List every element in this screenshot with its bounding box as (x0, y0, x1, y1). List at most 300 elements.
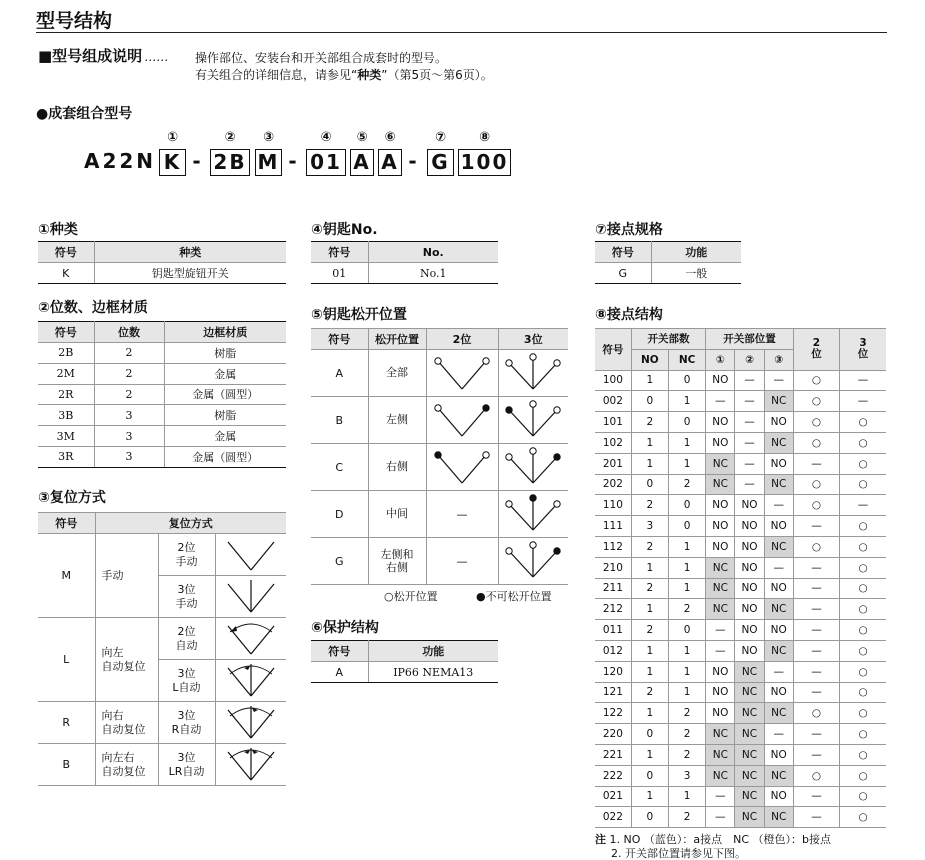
table-row (595, 661, 886, 682)
model-seg-number: ④ (320, 130, 332, 145)
table-row (595, 682, 886, 703)
table-cell: 2 (94, 384, 164, 405)
table-cell: A (311, 662, 368, 683)
model-seg-key-no: 01 (306, 149, 346, 176)
table-cell: A (311, 350, 368, 397)
table-cell: 122 (595, 703, 631, 724)
table-cell: 2 (631, 536, 668, 557)
release-diagram-icon (431, 400, 493, 440)
table-cell: ○ (793, 703, 839, 724)
table-cell: 210 (595, 557, 631, 578)
intro-line-2-post: ”（第5页～第6页）。 (381, 68, 493, 82)
table-cell: 3位 R自动 (158, 702, 215, 744)
table-cell: NC (706, 474, 735, 495)
table-cell: 金属（圆型） (164, 446, 286, 467)
table-cell: NC (735, 765, 764, 786)
table-cell: ○ (840, 412, 886, 433)
key-no-table (311, 241, 498, 284)
table-cell: 2 (631, 412, 668, 433)
th-type: 种类 (94, 242, 286, 263)
table-cell: ○ (840, 578, 886, 599)
table-cell: 1 (631, 453, 668, 474)
table-cell: ○ (840, 744, 886, 765)
table-cell: 3 (631, 516, 668, 537)
table-cell: ○ (840, 516, 886, 537)
table-row (595, 453, 886, 474)
table-cell: — (706, 786, 735, 807)
table-cell: 0 (631, 724, 668, 745)
table-cell: 2 (668, 807, 705, 828)
table-cell: NC (764, 474, 793, 495)
table-cell: NO (735, 536, 764, 557)
table-cell: — (793, 682, 839, 703)
table-cell: 121 (595, 682, 631, 703)
table-cell: — (840, 370, 886, 391)
intro-line-2-bold: 种类 (357, 68, 382, 82)
table-cell: 222 (595, 765, 631, 786)
table-cell: ○ (840, 807, 886, 828)
legend-filled: ●不可松开位置 (476, 590, 552, 603)
table-cell: 202 (595, 474, 631, 495)
release-diagram-icon (431, 353, 493, 393)
reset-diagram-icon (220, 746, 282, 784)
table-cell: 3 (668, 765, 705, 786)
table-cell: 0 (668, 370, 705, 391)
th-function: 功能 (651, 242, 741, 263)
table-row (38, 744, 286, 786)
table-cell: 1 (668, 557, 705, 578)
table-cell: G (311, 538, 368, 585)
table-row (38, 363, 286, 384)
th-code: 符号 (311, 641, 368, 662)
table-cell: 2R (38, 384, 94, 405)
table-cell: 左侧 (368, 397, 426, 444)
two-position-cell (426, 350, 498, 397)
table-cell: 金属（圆型） (164, 384, 286, 405)
table-cell: 3 (94, 405, 164, 426)
table-cell: 3 (94, 446, 164, 467)
table-cell: 1 (668, 640, 705, 661)
table-cell: — (764, 370, 793, 391)
title-rule (36, 32, 887, 33)
legend-open: ○松开位置 (384, 590, 438, 603)
table-cell: ○ (840, 620, 886, 641)
release-diagram-icon (502, 541, 564, 581)
table-row (38, 384, 286, 405)
table-cell: — (793, 620, 839, 641)
table-cell: ○ (840, 474, 886, 495)
table-cell: NO (764, 682, 793, 703)
table-cell: No.1 (368, 263, 498, 284)
table-row (595, 703, 886, 724)
note-label: 注 (595, 833, 606, 846)
table-cell: 手动 (95, 534, 158, 618)
release-diagram-icon (431, 447, 493, 487)
table-row (38, 702, 286, 744)
table-row (595, 807, 886, 828)
table-cell: NC (706, 557, 735, 578)
intro-heading-text: ■型号组成说明 (38, 47, 143, 65)
table-cell: — (793, 786, 839, 807)
table-cell: — (793, 599, 839, 620)
table-cell: NC (735, 682, 764, 703)
table-cell: 01 (311, 263, 368, 284)
table-cell: — (735, 432, 764, 453)
th-pos-2: ② (735, 349, 764, 370)
table-cell: M (38, 534, 95, 618)
th-code: 符号 (38, 513, 95, 534)
intro-line-1: 操作部位、安装台和开关部组合成套时的型号。 (195, 51, 448, 65)
table-cell: NO (735, 599, 764, 620)
table-cell: 1 (668, 453, 705, 474)
table-cell: — (840, 495, 886, 516)
table-cell: — (840, 391, 886, 412)
table-cell: — (793, 516, 839, 537)
table-cell: NO (764, 516, 793, 537)
table-cell: ○ (840, 765, 886, 786)
table-row (595, 786, 886, 807)
table-cell: NO (706, 516, 735, 537)
release-diagram-icon (502, 400, 564, 440)
table-row (595, 370, 886, 391)
position-frame-table (38, 321, 286, 468)
table-cell: 1 (668, 661, 705, 682)
intro-line-2-pre: 有关组合的详细信息，请参见“ (195, 68, 358, 82)
table-cell: 221 (595, 744, 631, 765)
model-seg-number: ⑧ (478, 130, 490, 145)
three-position-cell (498, 397, 568, 444)
reset-diagram-cell (215, 576, 286, 618)
table-cell: 2 (631, 495, 668, 516)
table-cell: NO (735, 516, 764, 537)
th-frame-material: 边框材质 (164, 322, 286, 343)
table-row (38, 618, 286, 660)
table-cell: 3 (94, 426, 164, 447)
table-row (38, 426, 286, 447)
table-cell: 1 (668, 578, 705, 599)
table-cell: — (793, 661, 839, 682)
reset-diagram-cell (215, 702, 286, 744)
table-cell: — (793, 640, 839, 661)
table-cell: 1 (631, 370, 668, 391)
table-row (311, 350, 568, 397)
table-row (595, 620, 886, 641)
reset-diagram-icon (220, 536, 282, 574)
sec2-title: ②位数、边框材质 (38, 300, 148, 316)
protection-table (311, 640, 498, 683)
model-seg-number: ⑦ (434, 130, 446, 145)
th-positions: 位数 (94, 322, 164, 343)
table-cell: 向右 自动复位 (95, 702, 158, 744)
table-row (311, 397, 568, 444)
table-cell: — (735, 412, 764, 433)
table-cell: 111 (595, 516, 631, 537)
table-cell: 212 (595, 599, 631, 620)
table-row (595, 432, 886, 453)
table-cell: 012 (595, 640, 631, 661)
model-seg-protection: A (378, 149, 402, 176)
table-cell: NC (706, 599, 735, 620)
table-row (311, 444, 568, 491)
th-code: 符号 (595, 329, 631, 371)
model-seg-contact-spec: G (427, 149, 454, 176)
table-cell: — (706, 640, 735, 661)
model-seg-number: ① (166, 130, 178, 145)
table-row (595, 495, 886, 516)
reset-diagram-cell (215, 618, 286, 660)
table-cell: NO (735, 620, 764, 641)
table-cell: NO (706, 412, 735, 433)
table-cell: NC (735, 703, 764, 724)
table-cell: 全部 (368, 350, 426, 397)
table-cell: 树脂 (164, 343, 286, 364)
sec5-title: ⑤钥匙松开位置 (311, 307, 407, 323)
model-dash: - (408, 149, 420, 173)
model-seg-key-release: A (350, 149, 374, 176)
reset-method-table (38, 512, 286, 786)
model-prefix: A22N (84, 149, 157, 173)
table-cell: NO (764, 744, 793, 765)
table-cell: ○ (840, 703, 886, 724)
table-cell: NO (706, 703, 735, 724)
table-cell: G (595, 263, 651, 284)
table-cell: 1 (631, 744, 668, 765)
table-cell: NC (706, 765, 735, 786)
sec7-title: ⑦接点规格 (595, 222, 663, 238)
release-diagram-icon (502, 447, 564, 487)
two-position-cell (426, 397, 498, 444)
table-cell: — (735, 474, 764, 495)
th-function: 功能 (368, 641, 498, 662)
th-switch-position: 开关部位置 (706, 329, 794, 350)
table-cell: NO (706, 661, 735, 682)
th-two-position: 2 位 (793, 329, 839, 371)
table-cell: 220 (595, 724, 631, 745)
table-cell: NC (735, 661, 764, 682)
table-cell: ○ (840, 557, 886, 578)
table-cell: NO (735, 578, 764, 599)
th-no: No. (368, 242, 498, 263)
th-code: 符号 (311, 329, 368, 350)
table-cell: 102 (595, 432, 631, 453)
table-cell: ○ (793, 432, 839, 453)
table-cell: 1 (668, 432, 705, 453)
table-cell: 金属 (164, 363, 286, 384)
table-row (595, 724, 886, 745)
model-seg-reset: M (255, 149, 282, 176)
table-cell: NC (706, 724, 735, 745)
table-cell: 向左右 自动复位 (95, 744, 158, 786)
reset-diagram-icon (220, 578, 282, 616)
table-cell: NO (764, 578, 793, 599)
table-cell: 2 (94, 343, 164, 364)
table-row (311, 491, 568, 538)
table-row (595, 578, 886, 599)
contact-structure-table (595, 328, 886, 828)
table-cell: ○ (840, 724, 886, 745)
table-cell: 0 (668, 620, 705, 641)
table-cell: 2 (631, 578, 668, 599)
table-cell: — (735, 370, 764, 391)
sec3-title: ③复位方式 (38, 490, 106, 506)
table-cell: 左侧和 右侧 (368, 538, 426, 585)
table-row (595, 557, 886, 578)
three-position-cell (498, 444, 568, 491)
table-cell: ○ (840, 599, 886, 620)
table-cell: NO (706, 536, 735, 557)
model-seg-positions: 2B (210, 149, 250, 176)
reset-diagram-icon (220, 704, 282, 742)
release-diagram-icon (502, 494, 564, 534)
table-cell: NC (706, 578, 735, 599)
table-cell: 2位 自动 (158, 618, 215, 660)
model-seg-number: ③ (262, 130, 274, 145)
table-cell: NC (735, 807, 764, 828)
table-cell: ○ (793, 391, 839, 412)
table-cell: 2B (38, 343, 94, 364)
table-cell: 1 (668, 786, 705, 807)
table-cell: — (793, 578, 839, 599)
two-position-cell (426, 444, 498, 491)
th-pos-1: ① (706, 349, 735, 370)
table-cell: 2 (631, 620, 668, 641)
reset-diagram-icon (220, 662, 282, 700)
table-cell: — (735, 453, 764, 474)
table-cell: 金属 (164, 426, 286, 447)
th-no: NO (631, 349, 668, 370)
table-cell: NC (764, 391, 793, 412)
table-row (595, 516, 886, 537)
table-cell: B (38, 744, 95, 786)
table-cell: ○ (793, 474, 839, 495)
table-cell: C (311, 444, 368, 491)
th-switch-count: 开关部数 (631, 329, 706, 350)
model-seg-number: ⑤ (356, 130, 368, 145)
table-row (595, 744, 886, 765)
table-cell: 1 (631, 786, 668, 807)
table-cell: 3M (38, 426, 94, 447)
table-cell: NC (735, 744, 764, 765)
table-cell: NC (764, 703, 793, 724)
intro-line-2 (195, 66, 493, 83)
table-cell: ○ (840, 682, 886, 703)
model-seg-number: ⑥ (384, 130, 396, 145)
table-cell: 1 (631, 661, 668, 682)
table-cell: NO (764, 453, 793, 474)
table-cell: ○ (793, 495, 839, 516)
table-cell: NO (764, 412, 793, 433)
table-cell: NC (706, 453, 735, 474)
th-three-position: 3位 (498, 329, 568, 350)
table-cell: 100 (595, 370, 631, 391)
th-code: 符号 (38, 322, 94, 343)
table-cell: 树脂 (164, 405, 286, 426)
th-nc: NC (668, 349, 705, 370)
table-cell: 021 (595, 786, 631, 807)
table-cell: — (706, 391, 735, 412)
three-position-cell (498, 491, 568, 538)
table-cell: 112 (595, 536, 631, 557)
table-cell: 1 (631, 599, 668, 620)
table-row (38, 534, 286, 576)
table-cell: 1 (631, 703, 668, 724)
table-cell: 3位 手动 (158, 576, 215, 618)
reset-diagram-cell (215, 744, 286, 786)
th-code: 符号 (38, 242, 94, 263)
table-row (595, 412, 886, 433)
model-seg-type: K (159, 149, 186, 176)
table-cell: — (735, 391, 764, 412)
table-cell: IP66 NEMA13 (368, 662, 498, 683)
table-cell: NO (706, 432, 735, 453)
table-cell: 0 (668, 495, 705, 516)
table-cell: NO (735, 495, 764, 516)
table-cell: NC (764, 536, 793, 557)
table-cell: NC (764, 599, 793, 620)
table-cell: 3B (38, 405, 94, 426)
table-cell: ○ (840, 432, 886, 453)
table-row (38, 446, 286, 467)
note-2: 2. 开关部位置请参见下图。 (611, 847, 746, 860)
table-cell: ○ (793, 765, 839, 786)
table-cell: ○ (793, 370, 839, 391)
table-cell: NO (706, 495, 735, 516)
table-cell: 2 (631, 682, 668, 703)
table-cell: NO (764, 786, 793, 807)
th-three-position: 3 位 (840, 329, 886, 371)
table-cell: 2位 手动 (158, 534, 215, 576)
contact-spec-table (595, 241, 741, 284)
table-cell: 1 (631, 557, 668, 578)
three-position-cell (498, 538, 568, 585)
table-cell: 022 (595, 807, 631, 828)
table-cell: NO (764, 620, 793, 641)
table-cell: NC (764, 432, 793, 453)
table-cell: 0 (668, 516, 705, 537)
table-cell: 3位 LR自动 (158, 744, 215, 786)
table-cell: ○ (840, 453, 886, 474)
table-row (595, 536, 886, 557)
table-cell: 110 (595, 495, 631, 516)
table-cell: — (706, 807, 735, 828)
table-cell: ○ (840, 661, 886, 682)
table-cell: B (311, 397, 368, 444)
table-cell: — (706, 620, 735, 641)
table-cell: — (764, 557, 793, 578)
table-cell: 011 (595, 620, 631, 641)
table-cell: 1 (668, 536, 705, 557)
table-cell: 2 (668, 474, 705, 495)
table-cell: ○ (793, 536, 839, 557)
type-table (38, 241, 286, 284)
table-cell: K (38, 263, 94, 284)
table-cell: 中间 (368, 491, 426, 538)
th-reset-method: 复位方式 (95, 513, 286, 534)
reset-diagram-icon (220, 620, 282, 658)
table-cell: 101 (595, 412, 631, 433)
release-diagram-icon (502, 353, 564, 393)
table-cell: — (793, 557, 839, 578)
table-row (595, 474, 886, 495)
reset-diagram-cell (215, 534, 286, 576)
table-cell: 2 (668, 703, 705, 724)
reset-diagram-cell (215, 660, 286, 702)
table-row (595, 765, 886, 786)
key-release-table (311, 328, 568, 585)
table-cell: 2 (668, 744, 705, 765)
model-dash: - (192, 149, 204, 173)
th-code: 符号 (311, 242, 368, 263)
